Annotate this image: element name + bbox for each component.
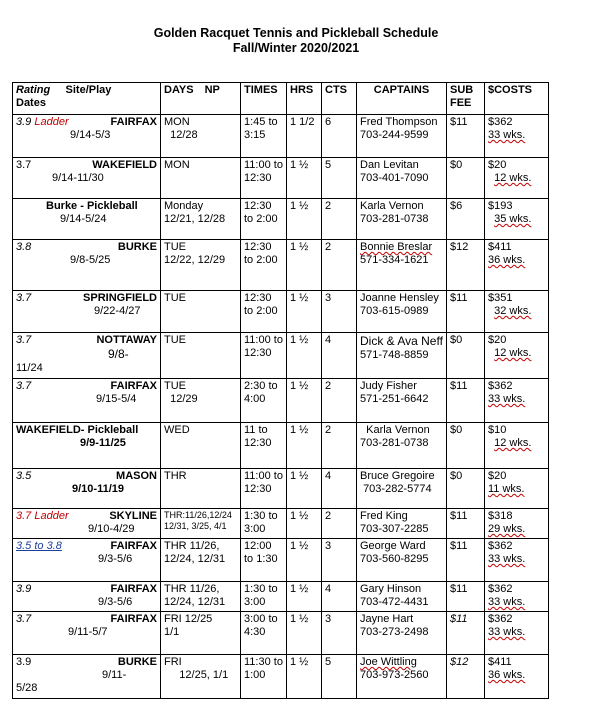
times-cell: 11:00 to 12:30 xyxy=(241,333,287,379)
captain-cell: Joanne Hensley 703-615-0989 xyxy=(357,291,447,333)
hrs-cell: 1 ½ xyxy=(287,199,322,240)
header-rating: Rating xyxy=(16,84,51,96)
site-cell: 3.7 NOTTAWAY 9/8- 11/24 xyxy=(13,333,161,379)
days-cell: THR 11/26, 12/24, 12/31 xyxy=(161,539,241,582)
table-row xyxy=(13,423,549,469)
header-days: DAYS NP xyxy=(161,83,241,115)
times-cell: 1:30 to 3:00 xyxy=(241,509,287,539)
times-cell: 12:30 to 2:00 xyxy=(241,291,287,333)
captain-cell: Karla Vernon 703-281-0738 xyxy=(357,423,447,469)
cost-cell: $20 12 wks. xyxy=(485,333,549,379)
times-cell: 11:00 to 12:30 xyxy=(241,469,287,509)
days-cell: FRI 12/25, 1/1 xyxy=(161,655,241,699)
captain-cell: Bonnie Breslar 571-334-1621 xyxy=(357,240,447,291)
table-row xyxy=(13,655,549,699)
page-subtitle: Fall/Winter 2020/2021 xyxy=(232,41,360,55)
hrs-cell: 1 ½ xyxy=(287,655,322,699)
times-cell: 1:30 to 3:00 xyxy=(241,582,287,612)
table-row xyxy=(13,240,549,291)
header-costs: $COSTS xyxy=(485,83,549,115)
site-cell: 3.7 SPRINGFIELD 9/22-4/27 xyxy=(13,291,161,333)
cost-cell: $362 33 wks. xyxy=(485,115,549,158)
hrs-cell: 1 ½ xyxy=(287,158,322,199)
captain-cell: Bruce Gregoire 703-282-5774 xyxy=(357,469,447,509)
cts-cell: 2 xyxy=(322,199,357,240)
days-cell: TUE xyxy=(161,291,241,333)
cost-cell: $10 12 wks. xyxy=(485,423,549,469)
captain-cell: Fred Thompson 703-244-9599 xyxy=(357,115,447,158)
cost-cell: $411 36 wks. xyxy=(485,655,549,699)
header-site-label: Site/Play xyxy=(65,84,112,96)
times-cell: 11:30 to 1:00 xyxy=(241,655,287,699)
site-cell: 3.5 to 3.8 FAIRFAX 9/3-5/6 xyxy=(13,539,161,582)
site-cell: 3.9 BURKE 9/11- 5/28 xyxy=(13,655,161,699)
hrs-cell: 1 ½ xyxy=(287,423,322,469)
days-cell: THR:11/26,12/24 12/31, 3/25, 4/1 xyxy=(161,509,241,539)
cts-cell: 4 xyxy=(322,333,357,379)
site-cell: WAKEFIELD- Pickleball 9/9-11/25 xyxy=(13,423,161,469)
cost-cell: $362 33 wks. xyxy=(485,612,549,655)
cts-cell: 5 xyxy=(322,655,357,699)
cost-cell: $362 33 wks. xyxy=(485,539,549,582)
cost-cell: $362 33 wks. xyxy=(485,582,549,612)
cts-cell: 2 xyxy=(322,379,357,423)
hrs-cell: 1 ½ xyxy=(287,240,322,291)
days-cell: WED xyxy=(161,423,241,469)
cts-cell: 2 xyxy=(322,509,357,539)
sub-fee-cell: $6 xyxy=(447,199,485,240)
sub-fee-cell: $11 xyxy=(447,379,485,423)
times-cell: 11:00 to 12:30 xyxy=(241,158,287,199)
times-cell: 2:30 to 4:00 xyxy=(241,379,287,423)
captain-cell: Judy Fisher 571-251-6642 xyxy=(357,379,447,423)
table-row xyxy=(13,509,549,539)
cost-cell: $318 29 wks. xyxy=(485,509,549,539)
days-cell: MON xyxy=(161,158,241,199)
header-times: TIMES xyxy=(241,83,287,115)
times-cell: 12:30 to 2:00 xyxy=(241,240,287,291)
page-title: Golden Racquet Tennis and Pickleball Schedule xyxy=(153,26,439,40)
sub-fee-cell: $0 xyxy=(447,423,485,469)
cts-cell: 4 xyxy=(322,582,357,612)
times-cell: 11 to 12:30 xyxy=(241,423,287,469)
hrs-cell: 1 ½ xyxy=(287,333,322,379)
header-sub-fee: SUB FEE xyxy=(447,83,485,115)
site-cell: 3.8 BURKE 9/8-5/25 xyxy=(13,240,161,291)
hrs-cell: 1 ½ xyxy=(287,582,322,612)
sub-fee-cell: $11 xyxy=(447,509,485,539)
cts-cell: 3 xyxy=(322,539,357,582)
cost-cell: $362 33 wks. xyxy=(485,379,549,423)
header-captains: CAPTAINS xyxy=(357,83,447,115)
captain-cell: Fred King 703-307-2285 xyxy=(357,509,447,539)
times-cell: 3:00 to 4:30 xyxy=(241,612,287,655)
header-hrs: HRS xyxy=(287,83,322,115)
sub-fee-cell: $11 xyxy=(447,582,485,612)
cts-cell: 5 xyxy=(322,158,357,199)
times-cell: 1:45 to 3:15 xyxy=(241,115,287,158)
sub-fee-cell: $11 xyxy=(447,539,485,582)
cts-cell: 2 xyxy=(322,423,357,469)
days-cell: THR 11/26, 12/24, 12/31 xyxy=(161,582,241,612)
table-row xyxy=(13,333,549,379)
cts-cell: 3 xyxy=(322,612,357,655)
table-row xyxy=(13,582,549,612)
days-cell: Monday 12/21, 12/28 xyxy=(161,199,241,240)
sub-fee-cell: $11 xyxy=(447,291,485,333)
hrs-cell: 1 ½ xyxy=(287,612,322,655)
captain-cell: Joe Wittling 703-973-2560 xyxy=(357,655,447,699)
sub-fee-cell: $11 xyxy=(447,115,485,158)
cost-cell: $351 32 wks. xyxy=(485,291,549,333)
sub-fee-cell: $0 xyxy=(447,469,485,509)
times-cell: 12:30 to 2:00 xyxy=(241,199,287,240)
site-cell: 3.9 FAIRFAX 9/3-5/6 xyxy=(13,582,161,612)
days-cell: TUE xyxy=(161,333,241,379)
table-row xyxy=(13,469,549,509)
hrs-cell: 1 ½ xyxy=(287,379,322,423)
table-row xyxy=(13,115,549,158)
site-cell: 3.9 Ladder FAIRFAX 9/14-5/3 xyxy=(13,115,161,158)
site-cell: 3.5 MASON 9/10-11/19 xyxy=(13,469,161,509)
times-cell: 12:00 to 1:30 xyxy=(241,539,287,582)
cts-cell: 3 xyxy=(322,291,357,333)
sub-fee-cell: $12 xyxy=(447,655,485,699)
sub-fee-cell: $11 xyxy=(447,612,485,655)
table-row xyxy=(13,199,549,240)
hrs-cell: 1 ½ xyxy=(287,509,322,539)
site-cell: 3.7 WAKEFIELD 9/14-11/30 xyxy=(13,158,161,199)
sub-fee-cell: $0 xyxy=(447,333,485,379)
hrs-cell: 1 1/2 xyxy=(287,115,322,158)
header-dates: Dates xyxy=(16,97,46,109)
captain-cell: Dick & Ava Neff 571-748-8859 xyxy=(357,333,447,379)
cost-cell: $193 35 wks. xyxy=(485,199,549,240)
cts-cell: 2 xyxy=(322,240,357,291)
captain-cell: Jayne Hart 703-273-2498 xyxy=(357,612,447,655)
sub-fee-cell: $0 xyxy=(447,158,485,199)
days-cell: THR xyxy=(161,469,241,509)
captain-cell: George Ward 703-560-8295 xyxy=(357,539,447,582)
table-row xyxy=(13,612,549,655)
captain-cell: Dan Levitan 703-401-7090 xyxy=(357,158,447,199)
cost-cell: $20 12 wks. xyxy=(485,158,549,199)
table-row xyxy=(13,158,549,199)
cost-cell: $411 36 wks. xyxy=(485,240,549,291)
header-row xyxy=(13,83,549,115)
cts-cell: 6 xyxy=(322,115,357,158)
site-cell: Burke - Pickleball 9/14-5/24 xyxy=(13,199,161,240)
days-cell: TUE 12/22, 12/29 xyxy=(161,240,241,291)
site-cell: 3.7 Ladder SKYLINE 9/10-4/29 xyxy=(13,509,161,539)
days-cell: FRI 12/25 1/1 xyxy=(161,612,241,655)
hrs-cell: 1 ½ xyxy=(287,469,322,509)
schedule-table xyxy=(12,82,549,699)
days-cell: TUE 12/29 xyxy=(161,379,241,423)
cts-cell: 4 xyxy=(322,469,357,509)
cost-cell: $20 11 wks. xyxy=(485,469,549,509)
site-cell: 3.7 FAIRFAX 9/15-5/4 xyxy=(13,379,161,423)
days-cell: MON 12/28 xyxy=(161,115,241,158)
site-cell: 3.7 FAIRFAX 9/11-5/7 xyxy=(13,612,161,655)
hrs-cell: 1 ½ xyxy=(287,291,322,333)
table-row xyxy=(13,539,549,582)
hrs-cell: 1 ½ xyxy=(287,539,322,582)
table-row xyxy=(13,379,549,423)
captain-cell: Karla Vernon 703-281-0738 xyxy=(357,199,447,240)
sub-fee-cell: $12 xyxy=(447,240,485,291)
header-site xyxy=(13,83,161,115)
header-cts: CTS xyxy=(322,83,357,115)
captain-cell: Gary Hinson 703-472-4431 xyxy=(357,582,447,612)
table-row xyxy=(13,291,549,333)
